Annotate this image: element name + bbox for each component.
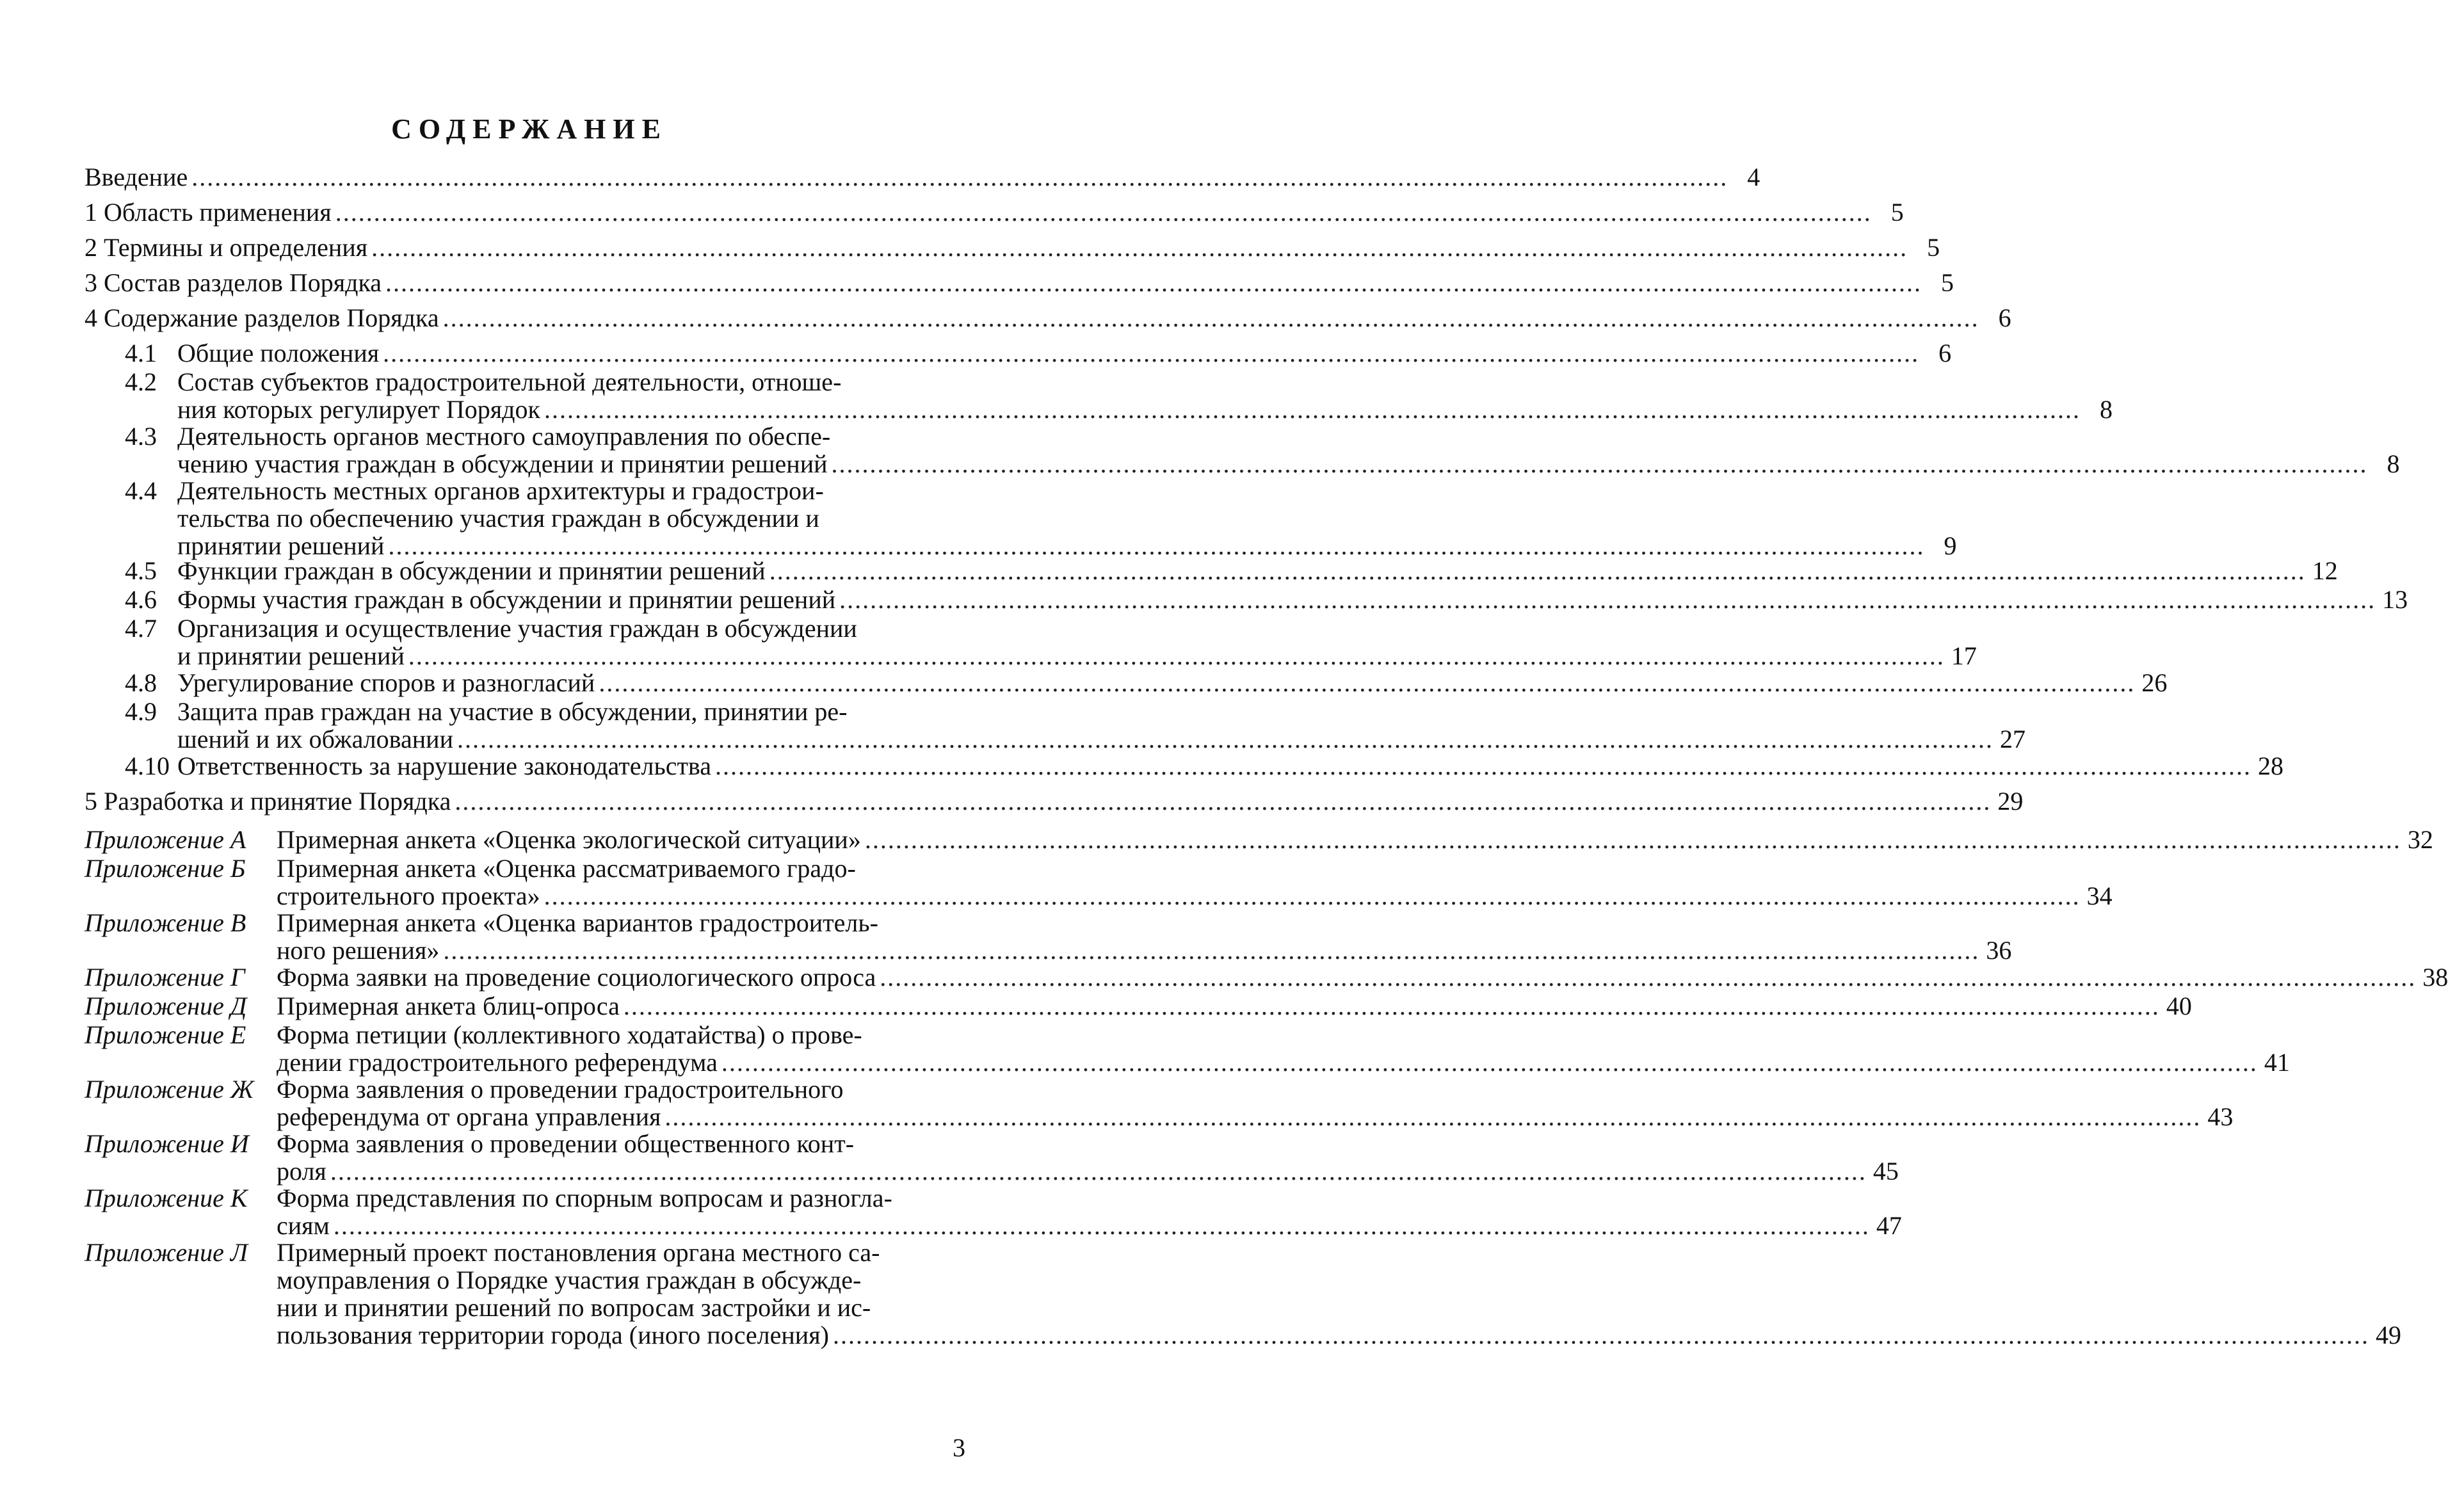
toc-section-entry[interactable] bbox=[85, 268, 1954, 297]
entry-line bbox=[177, 752, 2284, 780]
entry-text bbox=[177, 367, 2113, 424]
section-number: 4.1 bbox=[125, 339, 157, 367]
dot-leader: ........................................................................................................................................................................................................ bbox=[455, 787, 1992, 816]
entry-line bbox=[177, 339, 1952, 367]
entry-text bbox=[177, 752, 2284, 780]
entry-line bbox=[277, 909, 968, 937]
toc-appendix-entry[interactable] bbox=[85, 1238, 2401, 1349]
toc-appendix-entry[interactable] bbox=[85, 854, 2113, 910]
entry-page-number: 5 bbox=[1941, 268, 1954, 297]
entry-text bbox=[277, 963, 2448, 992]
dot-leader: ........................................................................................................................................................................................................ bbox=[769, 556, 2306, 585]
toc-subsection-entry[interactable] bbox=[125, 367, 2113, 424]
entry-text bbox=[85, 163, 1760, 191]
entry-line-text: Примерная анкета «Оценка вариантов градостроитель- bbox=[277, 908, 878, 937]
entry-line bbox=[177, 668, 2168, 697]
entry-line bbox=[277, 1130, 968, 1157]
appendix-label: Приложение А bbox=[85, 825, 246, 854]
entry-line bbox=[177, 725, 2025, 753]
entry-text bbox=[85, 303, 2011, 332]
entry-line bbox=[277, 1294, 968, 1321]
entry-line-text: нии и принятии решений по вопросам застройки и ис- bbox=[277, 1293, 871, 1322]
entry-text bbox=[177, 339, 1952, 367]
entry-page-number: 4 bbox=[1747, 163, 1760, 191]
entry-line bbox=[177, 477, 968, 504]
entry-text bbox=[177, 556, 2338, 585]
toc-appendix-entry[interactable] bbox=[85, 1075, 2234, 1131]
entry-text bbox=[85, 233, 1940, 262]
entry-text bbox=[177, 614, 1977, 670]
toc-subsection-entry[interactable] bbox=[125, 476, 1957, 560]
entry-line-text: 5 Разработка и принятие Порядка bbox=[85, 787, 451, 816]
entry-line bbox=[177, 585, 2408, 614]
dot-leader: ........................................................................................................................................................................................................ bbox=[456, 725, 1993, 753]
section-number: 4.2 bbox=[125, 367, 157, 396]
entry-line bbox=[85, 198, 1904, 227]
entry-text bbox=[277, 1075, 2234, 1131]
dot-leader: ........................................................................................................................................................................................................ bbox=[544, 881, 2081, 910]
entry-line-text: Примерная анкета «Оценка рассматриваемого градо- bbox=[277, 854, 856, 883]
dot-leader: ........................................................................................................................................................................................................ bbox=[408, 641, 1945, 670]
entry-line bbox=[177, 422, 968, 450]
entry-page-number: 27 bbox=[1999, 725, 2025, 753]
entry-line-text: Защита прав граждан на участие в обсуждении, принятии ре- bbox=[177, 697, 848, 726]
entry-page-number: 5 bbox=[1927, 233, 1940, 262]
entry-line-text: Примерный проект постановления органа местного са- bbox=[277, 1238, 880, 1267]
entry-line bbox=[177, 368, 968, 396]
entry-line bbox=[277, 1157, 1899, 1186]
entry-text bbox=[85, 268, 1954, 297]
dot-leader: ........................................................................................................................................................................................................ bbox=[544, 395, 2081, 424]
entry-line bbox=[85, 268, 1954, 297]
entry-line-text: Форма заявления о проведении градостроительного bbox=[277, 1075, 844, 1104]
appendix-label: Приложение В bbox=[85, 908, 246, 937]
page-title: СОДЕРЖАНИЕ bbox=[391, 113, 668, 145]
entry-line bbox=[177, 615, 968, 642]
appendix-label: Приложение К bbox=[85, 1184, 248, 1212]
entry-line-text: Примерная анкета блиц-опроса bbox=[277, 992, 620, 1020]
entry-line-text: сиям bbox=[277, 1211, 330, 1240]
appendix-label: Приложение Г bbox=[85, 963, 245, 992]
appendix-label: Приложение Б bbox=[85, 854, 246, 883]
entry-page-number: 38 bbox=[2422, 963, 2448, 992]
entry-line-text: Форма заявления о проведении общественного конт- bbox=[277, 1129, 855, 1158]
entry-line bbox=[277, 936, 2012, 965]
entry-line bbox=[277, 855, 968, 882]
entry-line-text: пользования территории города (иного поселения) bbox=[277, 1321, 829, 1349]
dot-leader: ........................................................................................................................................................................................................ bbox=[333, 1211, 1870, 1240]
entry-line-text: Введение bbox=[85, 163, 188, 191]
entry-line-text: Ответственность за нарушение законодательства bbox=[177, 752, 712, 780]
section-number: 4.7 bbox=[125, 614, 157, 643]
entry-page-number: 6 bbox=[1998, 303, 2011, 332]
dot-leader: ........................................................................................................................................................................................................ bbox=[831, 449, 2368, 478]
dot-leader: ........................................................................................................................................................................................................ bbox=[880, 963, 2417, 992]
dot-leader: ........................................................................................................................................................................................................ bbox=[721, 1048, 2258, 1077]
toc-subsection-entry[interactable] bbox=[125, 585, 2408, 614]
entry-line-text: чению участия граждан в обсуждении и принятии решений bbox=[177, 449, 828, 478]
entry-line-text: Общие положения bbox=[177, 339, 380, 367]
entry-line-text: роля bbox=[277, 1157, 326, 1186]
section-number: 4.9 bbox=[125, 697, 157, 726]
entry-page-number: 13 bbox=[2382, 585, 2408, 614]
dot-leader: ........................................................................................................................................................................................................ bbox=[664, 1102, 2202, 1131]
entry-page-number: 47 bbox=[1876, 1211, 1902, 1240]
toc-appendix-entry[interactable] bbox=[85, 825, 2433, 854]
entry-line bbox=[277, 1102, 2234, 1131]
entry-line bbox=[277, 1321, 2401, 1349]
entry-line-text: дении градостроительного референдума bbox=[277, 1048, 718, 1077]
entry-text bbox=[177, 422, 2400, 478]
entry-text bbox=[277, 1020, 2290, 1077]
entry-line bbox=[277, 1184, 968, 1212]
dot-leader: ........................................................................................................................................................................................................ bbox=[191, 163, 1728, 191]
entry-page-number: 36 bbox=[1986, 936, 2012, 965]
entry-page-number: 45 bbox=[1872, 1157, 1899, 1186]
entry-line bbox=[85, 303, 2011, 332]
section-number: 4.5 bbox=[125, 556, 157, 585]
entry-line-text: 2 Термины и определения bbox=[85, 233, 368, 262]
entry-line-text: 1 Область применения bbox=[85, 198, 332, 227]
toc-appendix-entry[interactable] bbox=[85, 1129, 1899, 1186]
dot-leader: ........................................................................................................................................................................................................ bbox=[864, 825, 2401, 854]
toc-appendix-entry[interactable] bbox=[85, 1020, 2290, 1077]
entry-line bbox=[177, 504, 968, 532]
entry-line-text: Функции граждан в обсуждении и принятии решений bbox=[177, 556, 766, 585]
entry-line-text: Форма представления по спорным вопросам и разногла- bbox=[277, 1184, 892, 1212]
toc-subsection-entry[interactable] bbox=[125, 668, 2168, 697]
entry-line bbox=[277, 825, 2433, 854]
entry-line bbox=[177, 395, 2113, 424]
toc-section-entry[interactable] bbox=[85, 303, 2011, 332]
entry-page-number: 29 bbox=[1997, 787, 2024, 816]
entry-line bbox=[277, 1075, 968, 1103]
section-number: 4.6 bbox=[125, 585, 157, 614]
appendix-label: Приложение Ж bbox=[85, 1075, 254, 1104]
dot-leader: ........................................................................................................................................................................................................ bbox=[839, 585, 2376, 614]
dot-leader: ........................................................................................................................................................................................................ bbox=[371, 233, 1908, 262]
entry-page-number: 26 bbox=[2141, 668, 2168, 697]
entry-page-number: 40 bbox=[2166, 992, 2192, 1020]
entry-page-number: 34 bbox=[2086, 881, 2113, 910]
toc-section-entry[interactable] bbox=[85, 233, 1940, 262]
entry-line-text: Организация и осуществление участия граждан в обсуждении bbox=[177, 614, 857, 643]
dot-leader: ........................................................................................................................................................................................................ bbox=[383, 339, 1920, 367]
entry-line bbox=[277, 881, 2113, 910]
toc-subsection-entry[interactable] bbox=[125, 339, 1952, 367]
entry-line bbox=[277, 963, 2448, 992]
entry-line-text: Состав субъектов градостроительной деятельности, отноше- bbox=[177, 367, 842, 396]
entry-text bbox=[277, 908, 2012, 965]
dot-leader: ........................................................................................................................................................................................................ bbox=[335, 198, 1872, 227]
dot-leader: ........................................................................................................................................................................................................ bbox=[385, 268, 1922, 297]
entry-line-text: Деятельность местных органов архитектуры и градострои- bbox=[177, 476, 824, 505]
toc-appendix-entry[interactable] bbox=[85, 1184, 1902, 1240]
entry-line bbox=[177, 531, 1957, 560]
toc-appendix-entry[interactable] bbox=[85, 908, 2012, 965]
appendix-label: Приложение Е bbox=[85, 1020, 246, 1049]
entry-line bbox=[277, 1266, 968, 1294]
entry-line-text: 3 Состав разделов Порядка bbox=[85, 268, 382, 297]
toc-subsection-entry[interactable] bbox=[125, 752, 2284, 780]
dot-leader: ........................................................................................................................................................................................................ bbox=[715, 752, 2252, 780]
entry-page-number: 9 bbox=[1944, 531, 1957, 560]
section-number: 4.4 bbox=[125, 476, 157, 505]
dot-leader: ........................................................................................................................................................................................................ bbox=[599, 668, 2136, 697]
toc-section-entry[interactable] bbox=[85, 787, 2024, 816]
entry-line-text: шений и их обжаловании bbox=[177, 725, 453, 753]
entry-line bbox=[85, 233, 1940, 262]
entry-text bbox=[177, 697, 2025, 753]
dot-leader: ........................................................................................................................................................................................................ bbox=[388, 531, 1925, 560]
entry-text bbox=[85, 787, 2024, 816]
entry-line bbox=[277, 1021, 968, 1049]
entry-page-number: 43 bbox=[2207, 1102, 2234, 1131]
dot-leader: ........................................................................................................................................................................................................ bbox=[623, 992, 2160, 1020]
entry-line bbox=[177, 449, 2400, 478]
entry-line bbox=[177, 641, 1977, 670]
entry-line bbox=[277, 1239, 968, 1266]
toc-subsection-entry[interactable] bbox=[125, 422, 2400, 478]
entry-line-text: Форма заявки на проведение социологического опроса bbox=[277, 963, 876, 992]
appendix-label: Приложение И bbox=[85, 1129, 249, 1158]
entry-line-text: принятии решений bbox=[177, 531, 385, 560]
entry-line-text: Деятельность органов местного самоуправления по обеспе- bbox=[177, 422, 831, 451]
entry-text bbox=[85, 198, 1904, 227]
entry-line-text: Формы участия граждан в обсуждении и принятии решений bbox=[177, 585, 836, 614]
section-number: 4.8 bbox=[125, 668, 157, 697]
dot-leader: ........................................................................................................................................................................................................ bbox=[832, 1321, 2369, 1349]
entry-page-number: 12 bbox=[2312, 556, 2338, 585]
entry-line-text: Примерная анкета «Оценка экологической ситуации» bbox=[277, 825, 861, 854]
toc-subsection-entry[interactable] bbox=[125, 697, 2025, 753]
entry-page-number: 17 bbox=[1951, 641, 1977, 670]
entry-page-number: 8 bbox=[2099, 395, 2113, 424]
entry-line bbox=[85, 163, 1760, 191]
entry-text bbox=[277, 825, 2433, 854]
entry-line-text: строительного проекта» bbox=[277, 881, 540, 910]
dot-leader: ........................................................................................................................................................................................................ bbox=[330, 1157, 1867, 1186]
entry-page-number: 8 bbox=[2387, 449, 2400, 478]
page-number: 3 bbox=[953, 1433, 965, 1462]
appendix-label: Приложение Д bbox=[85, 992, 247, 1020]
toc-subsection-entry[interactable] bbox=[125, 614, 1977, 670]
entry-text bbox=[277, 1129, 1899, 1186]
toc-appendix-entry[interactable] bbox=[85, 992, 2192, 1020]
entry-line bbox=[177, 556, 2338, 585]
toc-subsection-entry[interactable] bbox=[125, 556, 2338, 585]
entry-line-text: моуправления о Порядке участия граждан в обсужде- bbox=[277, 1266, 862, 1294]
section-number: 4.3 bbox=[125, 422, 157, 451]
entry-line bbox=[177, 698, 968, 725]
entry-line-text: ного решения» bbox=[277, 936, 440, 965]
entry-text bbox=[277, 854, 2113, 910]
entry-line-text: Форма петиции (коллективного ходатайства) о прове- bbox=[277, 1020, 862, 1049]
entry-page-number: 41 bbox=[2264, 1048, 2290, 1077]
entry-line bbox=[277, 1048, 2290, 1077]
entry-page-number: 32 bbox=[2407, 825, 2433, 854]
entry-line-text: тельства по обеспечению участия граждан в обсуждении и bbox=[177, 504, 819, 533]
entry-text bbox=[177, 585, 2408, 614]
toc-section-entry[interactable] bbox=[85, 198, 1904, 227]
entry-text bbox=[277, 992, 2192, 1020]
toc-section-entry[interactable] bbox=[85, 163, 1760, 191]
entry-line bbox=[85, 787, 2024, 816]
entry-page-number: 28 bbox=[2258, 752, 2284, 780]
entry-text bbox=[177, 668, 2168, 697]
entry-text bbox=[277, 1238, 2401, 1349]
entry-line-text: 4 Содержание разделов Порядка bbox=[85, 303, 439, 332]
entry-line-text: Урегулирование споров и разногласий bbox=[177, 668, 595, 697]
entry-page-number: 5 bbox=[1890, 198, 1904, 227]
entry-text bbox=[177, 476, 1957, 560]
entry-line bbox=[277, 992, 2192, 1020]
dot-leader: ........................................................................................................................................................................................................ bbox=[443, 936, 1980, 965]
appendix-label: Приложение Л bbox=[85, 1238, 248, 1267]
entry-line bbox=[277, 1211, 1902, 1240]
entry-text bbox=[277, 1184, 1902, 1240]
entry-line-text: и принятии решений bbox=[177, 641, 405, 670]
section-number: 4.10 bbox=[125, 752, 170, 780]
entry-page-number: 49 bbox=[2375, 1321, 2401, 1349]
entry-line-text: референдума от органа управления bbox=[277, 1102, 661, 1131]
entry-page-number: 6 bbox=[1938, 339, 1952, 367]
toc-appendix-entry[interactable] bbox=[85, 963, 2448, 992]
entry-line-text: ния которых регулирует Порядок bbox=[177, 395, 540, 424]
dot-leader: ........................................................................................................................................................................................................ bbox=[442, 303, 1979, 332]
